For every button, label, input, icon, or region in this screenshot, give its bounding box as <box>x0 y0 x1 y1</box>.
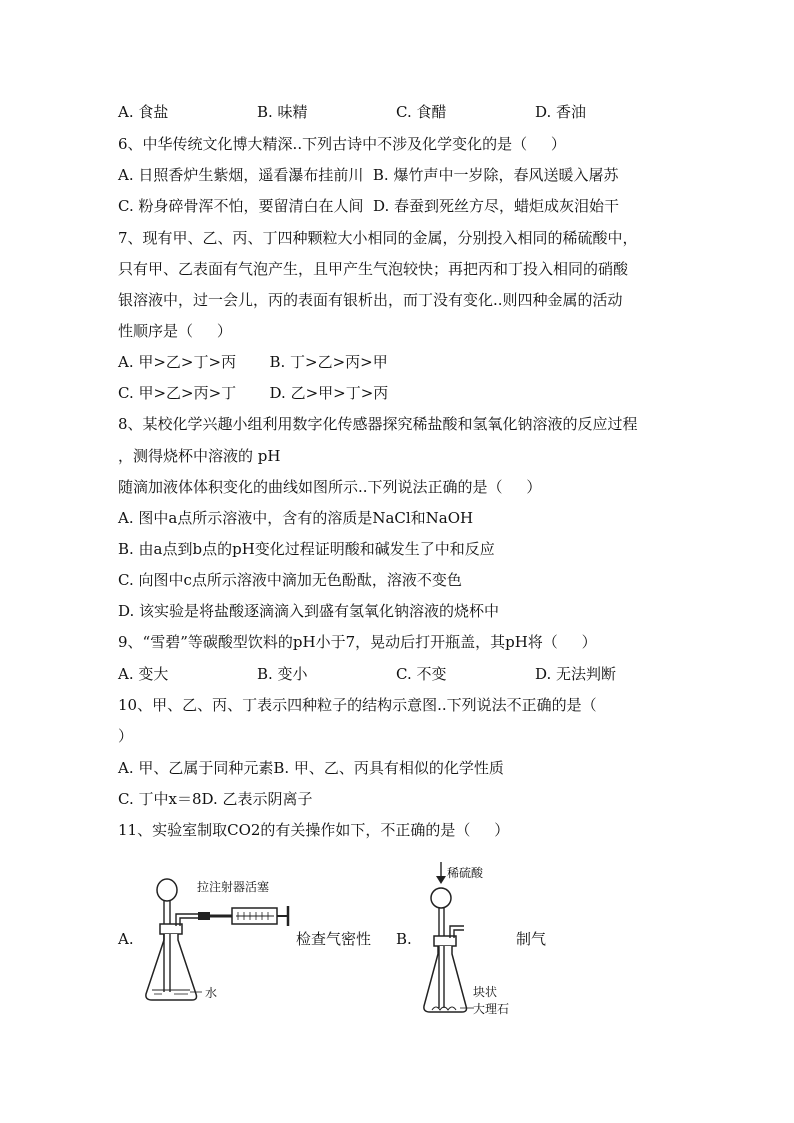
q11-option-b-caption: 制气 <box>516 930 547 948</box>
solid-label-line-1: 块状 <box>473 985 498 999</box>
q9-option-c: C. 不变 <box>396 665 447 683</box>
q9-stem: 9、“雪碧”等碳酸型饮料的pH小于7，晃动后打开瓶盖，其pH将（ ） <box>118 633 597 651</box>
q5-option-a: A. 食盐 <box>118 103 169 121</box>
acid-label: 稀硫酸 <box>447 866 484 880</box>
q8-stem-line-1: 8、某校化学兴趣小组利用数字化传感器探究稀盐酸和氢氧化钠溶液的反应过程 <box>118 415 638 433</box>
q8-option-d: D. 该实验是将盐酸逐滴滴入到盛有氢氧化钠溶液的烧杯中 <box>118 602 500 620</box>
q9-option-b: B. 变小 <box>257 665 308 683</box>
q8-option-b: B. 由a点到b点的pH变化过程证明酸和碱发生了中和反应 <box>118 540 495 558</box>
q8-option-c: C. 向图中c点所示溶液中滴加无色酚酞，溶液不变色 <box>118 571 462 589</box>
q8-stem-line-2: ，测得烧杯中溶液的 pH <box>118 447 281 465</box>
q7-stem-line-4: 性顺序是（ ） <box>118 322 232 340</box>
q7-stem-line-1: 7、现有甲、乙、丙、丁四种颗粒大小相同的金属，分别投入相同的稀硫酸中， <box>118 229 638 247</box>
q5-option-c: C. 食醋 <box>396 103 447 121</box>
solid-label-line-2: 大理石 <box>473 1002 510 1016</box>
q10-options-ab: A. 甲、乙属于同种元素B. 甲、乙、丙具有相似的化学性质 <box>118 759 504 777</box>
q10-options-cd: C. 丁中x＝8D. 乙表示阴离子 <box>118 790 313 808</box>
q5-option-b: B. 味精 <box>257 103 308 121</box>
q11-stem: 11、实验室制取CO2的有关操作如下，不正确的是（ ） <box>118 821 510 839</box>
syringe-label: 拉注射器活塞 <box>197 880 270 894</box>
q6-options-ab: A. 日照香炉生紫烟，遥看瀑布挂前川 B. 爆竹声中一岁除，春风送暖入屠苏 <box>118 166 619 184</box>
q7-options-cd: C. 甲>乙>丙>丁 D. 乙>甲>丁>丙 <box>118 384 389 402</box>
q5-option-d: D. 香油 <box>535 103 587 121</box>
q7-stem-line-2: 只有甲、乙表面有气泡产生，且甲产生气泡较快；再把丙和丁投入相同的硝酸 <box>118 260 629 278</box>
q6-stem: 6、中华传统文化博大精深..下列古诗中不涉及化学变化的是（ ） <box>118 135 566 153</box>
q10-stem-line-1: 10、甲、乙、丙、丁表示四种粒子的结构示意图..下列说法不正确的是（ <box>118 696 597 714</box>
q8-option-a: A. 图中a点所示溶液中，含有的溶质是NaCl和NaOH <box>118 509 474 527</box>
q6-options-cd: C. 粉身碎骨浑不怕，要留清白在人间 D. 春蚕到死丝方尽，蜡炬成灰泪始干 <box>118 197 620 215</box>
q11-option-a-label: A. <box>118 930 134 948</box>
q11-option-a-caption: 检查气密性 <box>296 930 372 948</box>
q7-stem-line-3: 银溶液中，过一会儿，丙的表面有银析出，而丁没有变化..则四种金属的活动 <box>118 291 623 309</box>
water-label: 水 <box>205 986 218 1000</box>
q10-stem-line-2: ） <box>118 727 134 745</box>
q8-stem-line-3: 随滴加液体体积变化的曲线如图所示..下列说法正确的是（ ） <box>118 478 542 496</box>
q7-options-ab: A. 甲>乙>丁>丙 B. 丁>乙>丙>甲 <box>118 353 388 371</box>
q9-option-a: A. 变大 <box>118 665 169 683</box>
q9-option-d: D. 无法判断 <box>535 665 617 683</box>
q11-option-b-label: B. <box>396 930 412 948</box>
